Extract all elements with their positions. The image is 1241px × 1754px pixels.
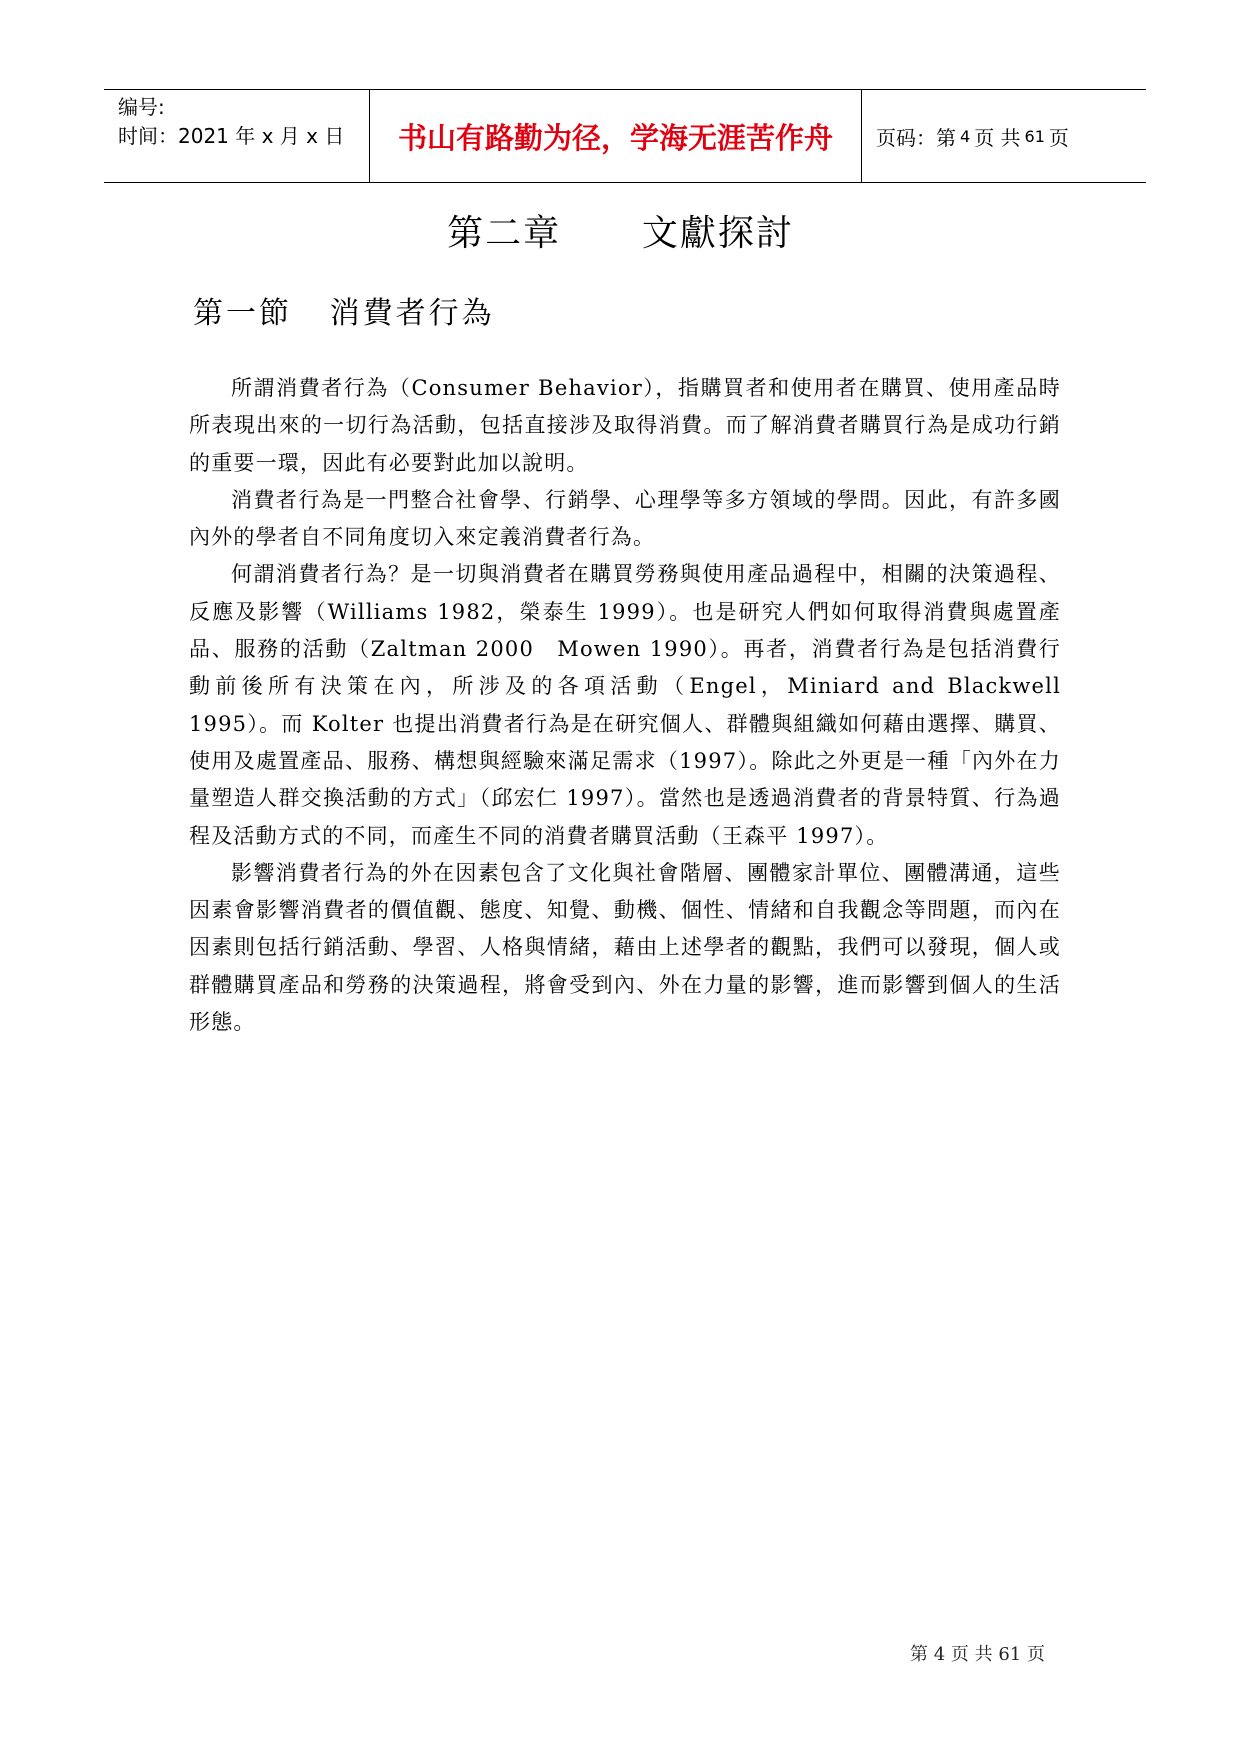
chapter-title: 第二章 文獻探討: [447, 213, 794, 254]
document-time-label: 时间：2021 年 x 月 x 日: [118, 124, 345, 148]
page-prefix: 页码：第: [876, 125, 956, 150]
paragraph: 何謂消費者行為？是一切與消費者在購買勞務與使用產品過程中，相關的決策過程、反應及影響（Williams 1982，榮泰生 1999）。也是研究人們如何取得消費與處置產品、服務的活動（Zaltman 2000 Mowen 1990）。再者，消費者行為是包括消費行動前後所有決策在內，所涉及的各項活動（Engel，Miniard and Blackwell 1995）。而 Kolter 也提出消費者行為是在研究個人、群體與組織如何藉由選擇、購買、使用及處置產品、服務、構想與經驗來滿足需求（1997）。除此之外更是一種「內外在力量塑造人群交換活動的方式」（邱宏仁 1997）。當然也是透過消費者的背景特質、行為過程及活動方式的不同，而產生不同的消費者購買活動（王森平 1997）。: [189, 562, 1061, 848]
header-meta: [104, 90, 370, 182]
page-number: 4: [960, 126, 971, 146]
page-header: [104, 89, 1146, 183]
paragraph: 所謂消費者行為（Consumer Behavior），指購買者和使用者在購買、使用產品時所表現出來的一切行為活動，包括直接涉及取得消費。而了解消費者購買行為是成功行銷的重要一環，因此有必要對此加以說明。: [189, 376, 1061, 475]
header-page-counter: [862, 90, 1146, 182]
header-motto: [370, 90, 862, 182]
page-total: 61: [1024, 126, 1045, 146]
page-middle: 页 共: [974, 125, 1021, 150]
motto-text: 书山有路勤为径，学海无涯苦作舟: [397, 120, 833, 155]
page-suffix: 页: [1048, 125, 1069, 150]
body-text: [189, 370, 1061, 1041]
section-title: 第一節 消費者行為: [193, 296, 495, 331]
document-number-label: 编号:: [118, 95, 165, 119]
paragraph: 影響消費者行為的外在因素包含了文化與社會階層、團體家計單位、團體溝通，這些因素會影響消費者的價值觀、態度、知覺、動機、個性、情緒和自我觀念等問題，而內在因素則包括行銷活動、學習、人格與情緒，藉由上述學者的觀點，我們可以發現，個人或群體購買產品和勞務的決策過程，將會受到內、外在力量的影響，進而影響到個人的生活形態。: [189, 860, 1061, 1035]
page-footer: 第 4 页 共 61 页: [910, 1644, 1045, 1665]
paragraph: 消費者行為是一門整合社會學、行銷學、心理學等多方領域的學問。因此，有許多國內外的學者自不同角度切入來定義消費者行為。: [189, 487, 1061, 550]
